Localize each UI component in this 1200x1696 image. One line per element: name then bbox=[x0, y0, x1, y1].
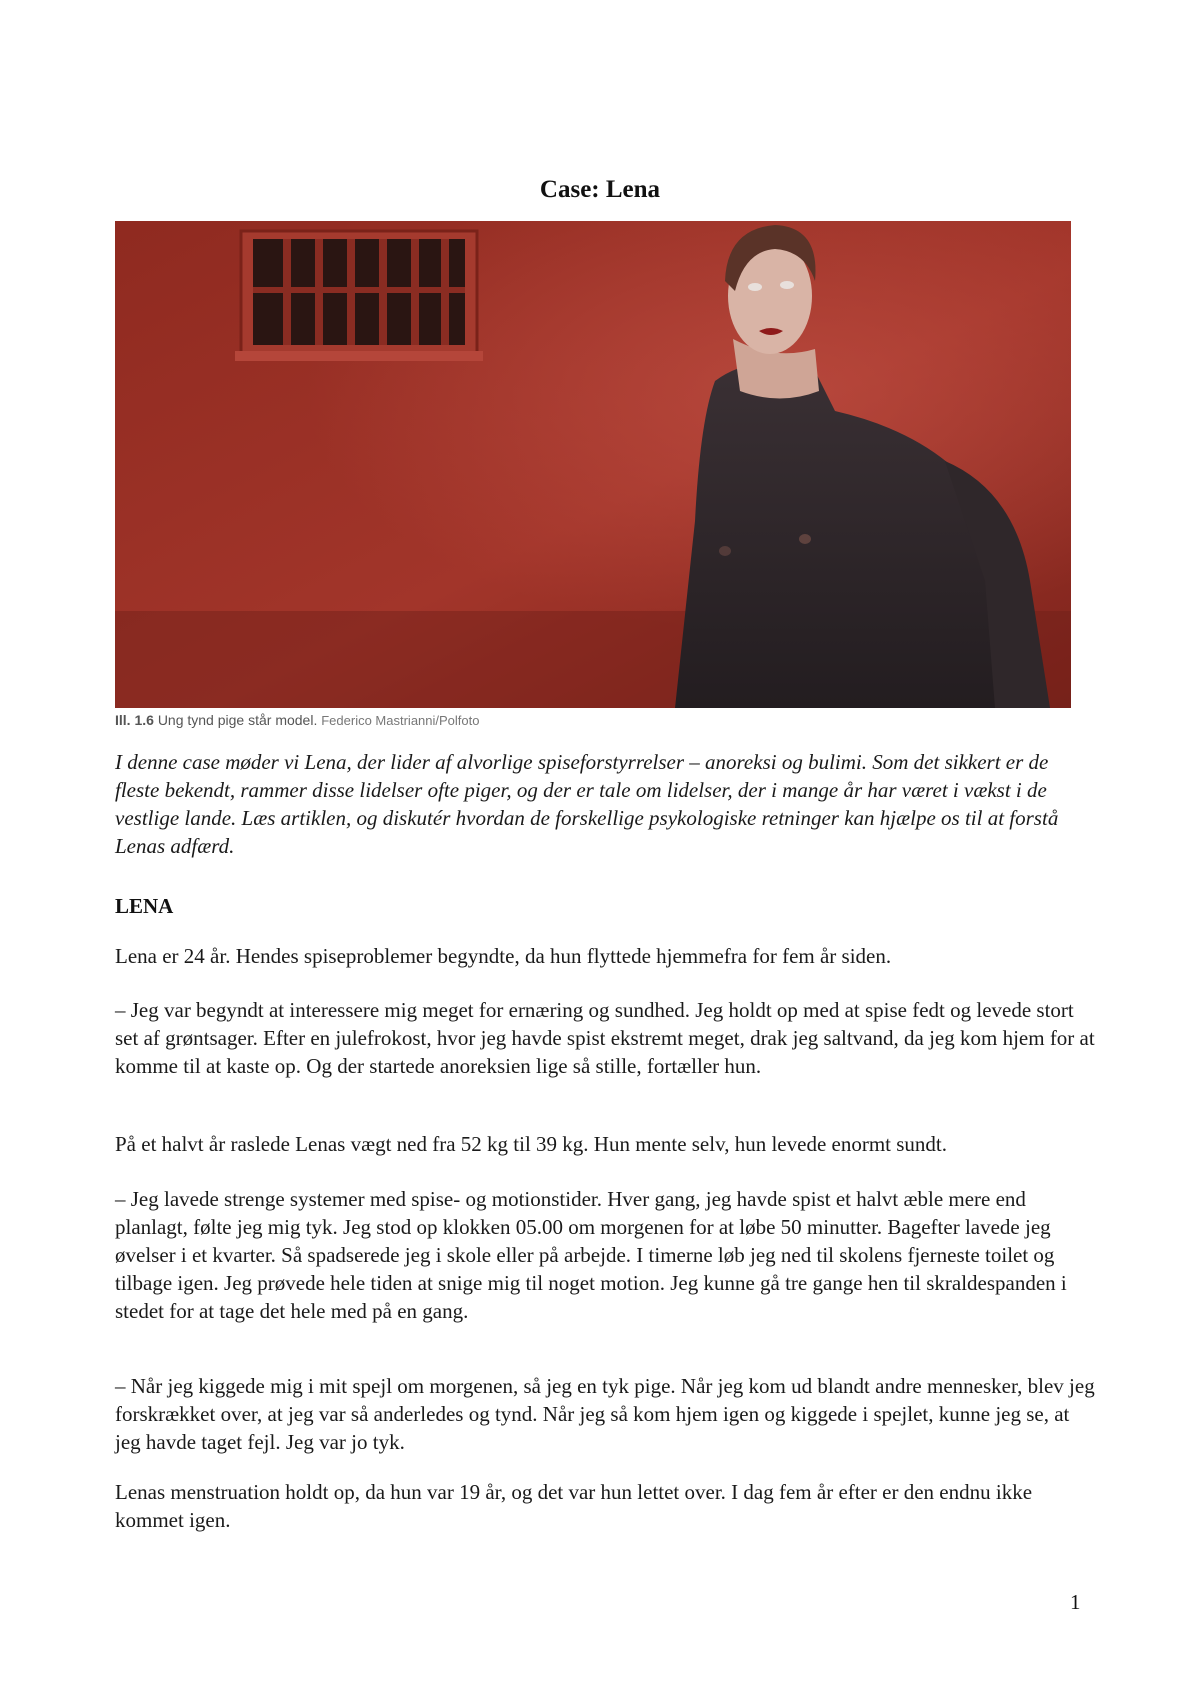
figure-label: Ill. 1.6 bbox=[115, 712, 154, 728]
intro-paragraph: I denne case møder vi Lena, der lider af alvorlige spiseforstyrrelser – anoreksi og bulimi. Som det sikkert er de fleste bekendt, rammer disse lidelser ofte piger, og der er tale om lidelser, der i mange år har været i vækst i de vestlige lande. Læs artiklen, og diskutér hvordan de forskellige psykologiske retninger kan hjælpe os til at forstå Lenas adfærd. bbox=[115, 750, 1059, 858]
body-paragraph-5: – Når jeg kiggede mig i mit spejl om morgenen, så jeg en tyk pige. Når jeg kom ud blandt andre mennesker, blev jeg forskrækket over, at jeg var så anderledes og tynd. Når jeg så kom hjem igen og kiggede i spejlet, kunne jeg se, at jeg havde taget fejl. Jeg var jo tyk. bbox=[115, 1374, 1095, 1454]
body-paragraph-1: Lena er 24 år. Hendes spiseproblemer begyndte, da hun flyttede hjemmefra for fem år siden. bbox=[115, 944, 892, 968]
figure-caption bbox=[115, 711, 479, 730]
section-heading: LENA bbox=[115, 894, 174, 918]
figure-text: Ung tynd pige står model. bbox=[157, 712, 318, 728]
page-title: Case: Lena bbox=[539, 176, 661, 203]
body-paragraph-2: – Jeg var begyndt at interessere mig meget for ernæring og sundhed. Jeg holdt op med at spise fedt og levede stort set af grøntsager. Efter en julefrokost, hvor jeg havde spist ekstremt meget, drak jeg saltvand, da jeg kom hjem for at komme til at kaste op. Og der startede anoreksien lige så stille, fortæller hun. bbox=[115, 998, 1095, 1078]
body-paragraph-3: På et halvt år raslede Lenas vægt ned fra 52 kg til 39 kg. Hun mente selv, hun levede enormt sundt. bbox=[115, 1132, 948, 1156]
body-paragraph-6: Lenas menstruation holdt op, da hun var 19 år, og det var hun lettet over. I dag fem år efter er den endnu ikke kommet igen. bbox=[115, 1480, 1033, 1532]
body-paragraph-4: – Jeg lavede strenge systemer med spise- og motionstider. Hver gang, jeg havde spist et halvt æble mere end planlagt, følte jeg mig tyk. Jeg stod op klokken 05.00 om morgenen for at løbe 50 minutter. Bagefter lavede jeg øvelser i et kvarter. Så spadserede jeg i skole eller på arbejde. I timerne løb jeg ned til skolens fjerneste toilet og tilbage igen. Jeg prøvede hele tiden at snige mig til noget motion. Jeg kunne gå tre gange hen til skraldespanden i stedet for at tage det hele med på en gang. bbox=[115, 1187, 1067, 1323]
page-number: 1 bbox=[1070, 1590, 1081, 1614]
figure-photo bbox=[115, 221, 1071, 708]
woman-photo-illustration bbox=[115, 221, 1071, 708]
figure-credit: Federico Mastrianni/Polfoto bbox=[321, 713, 480, 728]
barred-window bbox=[235, 231, 483, 361]
